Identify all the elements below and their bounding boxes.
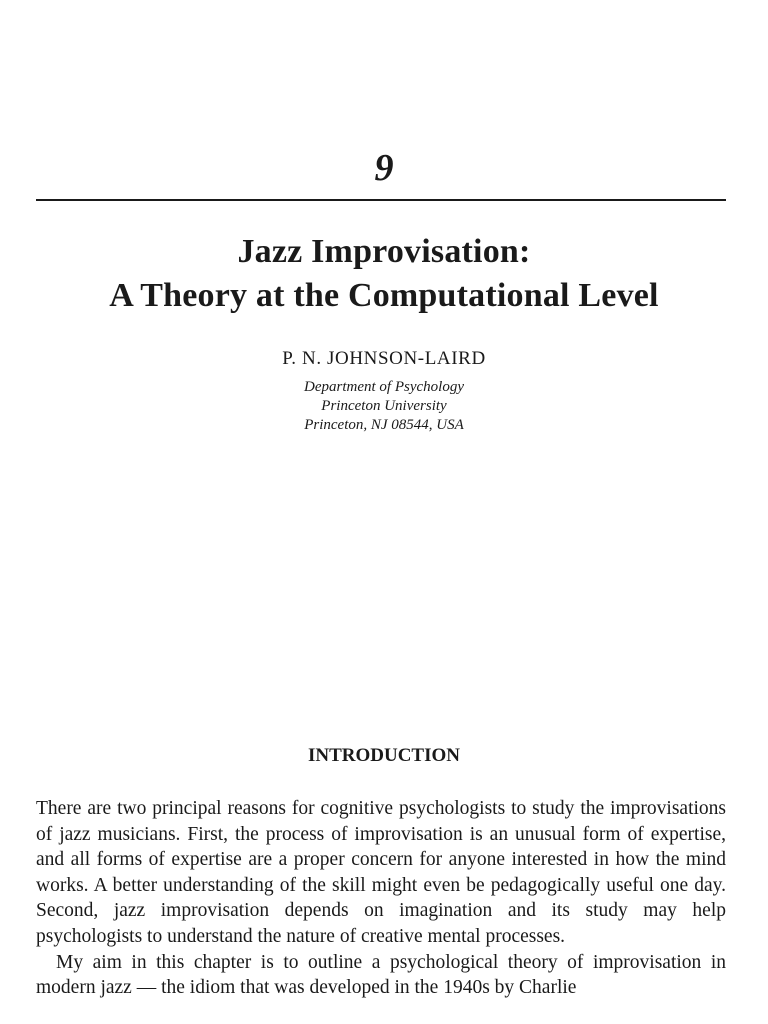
chapter-title-line-1: Jazz Improvisation: <box>237 233 531 270</box>
paragraph-2: My aim in this chapter is to outline a psychological theory of improvisation in modern jazz — the idiom that was developed in the 1940s by Charlie <box>36 951 726 999</box>
chapter-title-line-2: A Theory at the Computational Level <box>109 277 659 314</box>
affiliation-location: Princeton, NJ 08544, USA <box>304 417 464 433</box>
chapter-title <box>0 230 768 318</box>
author-name: P. N. JOHNSON-LAIRD <box>282 348 486 369</box>
affiliation-university: Princeton University <box>321 398 447 414</box>
affiliation-department: Department of Psychology <box>304 379 464 395</box>
author-affiliation <box>0 378 768 435</box>
paragraph-1: There are two principal reasons for cognitive psychologists to study the improvisations of jazz musicians. First, the process of improvisation is an unusual form of expertise, and all forms of expertise are a proper concern for anyone interested in how the mind works. A better understanding of the skill might even be pedagogically useful one day. Second, jazz improvisation depends on imagination and its study may help psychologists to understand the nature of creative mental processes. <box>36 798 726 947</box>
chapter-number: 9 <box>374 147 394 189</box>
body-text <box>36 796 726 1001</box>
section-heading: INTRODUCTION <box>307 745 461 766</box>
chapter-divider <box>36 199 726 201</box>
